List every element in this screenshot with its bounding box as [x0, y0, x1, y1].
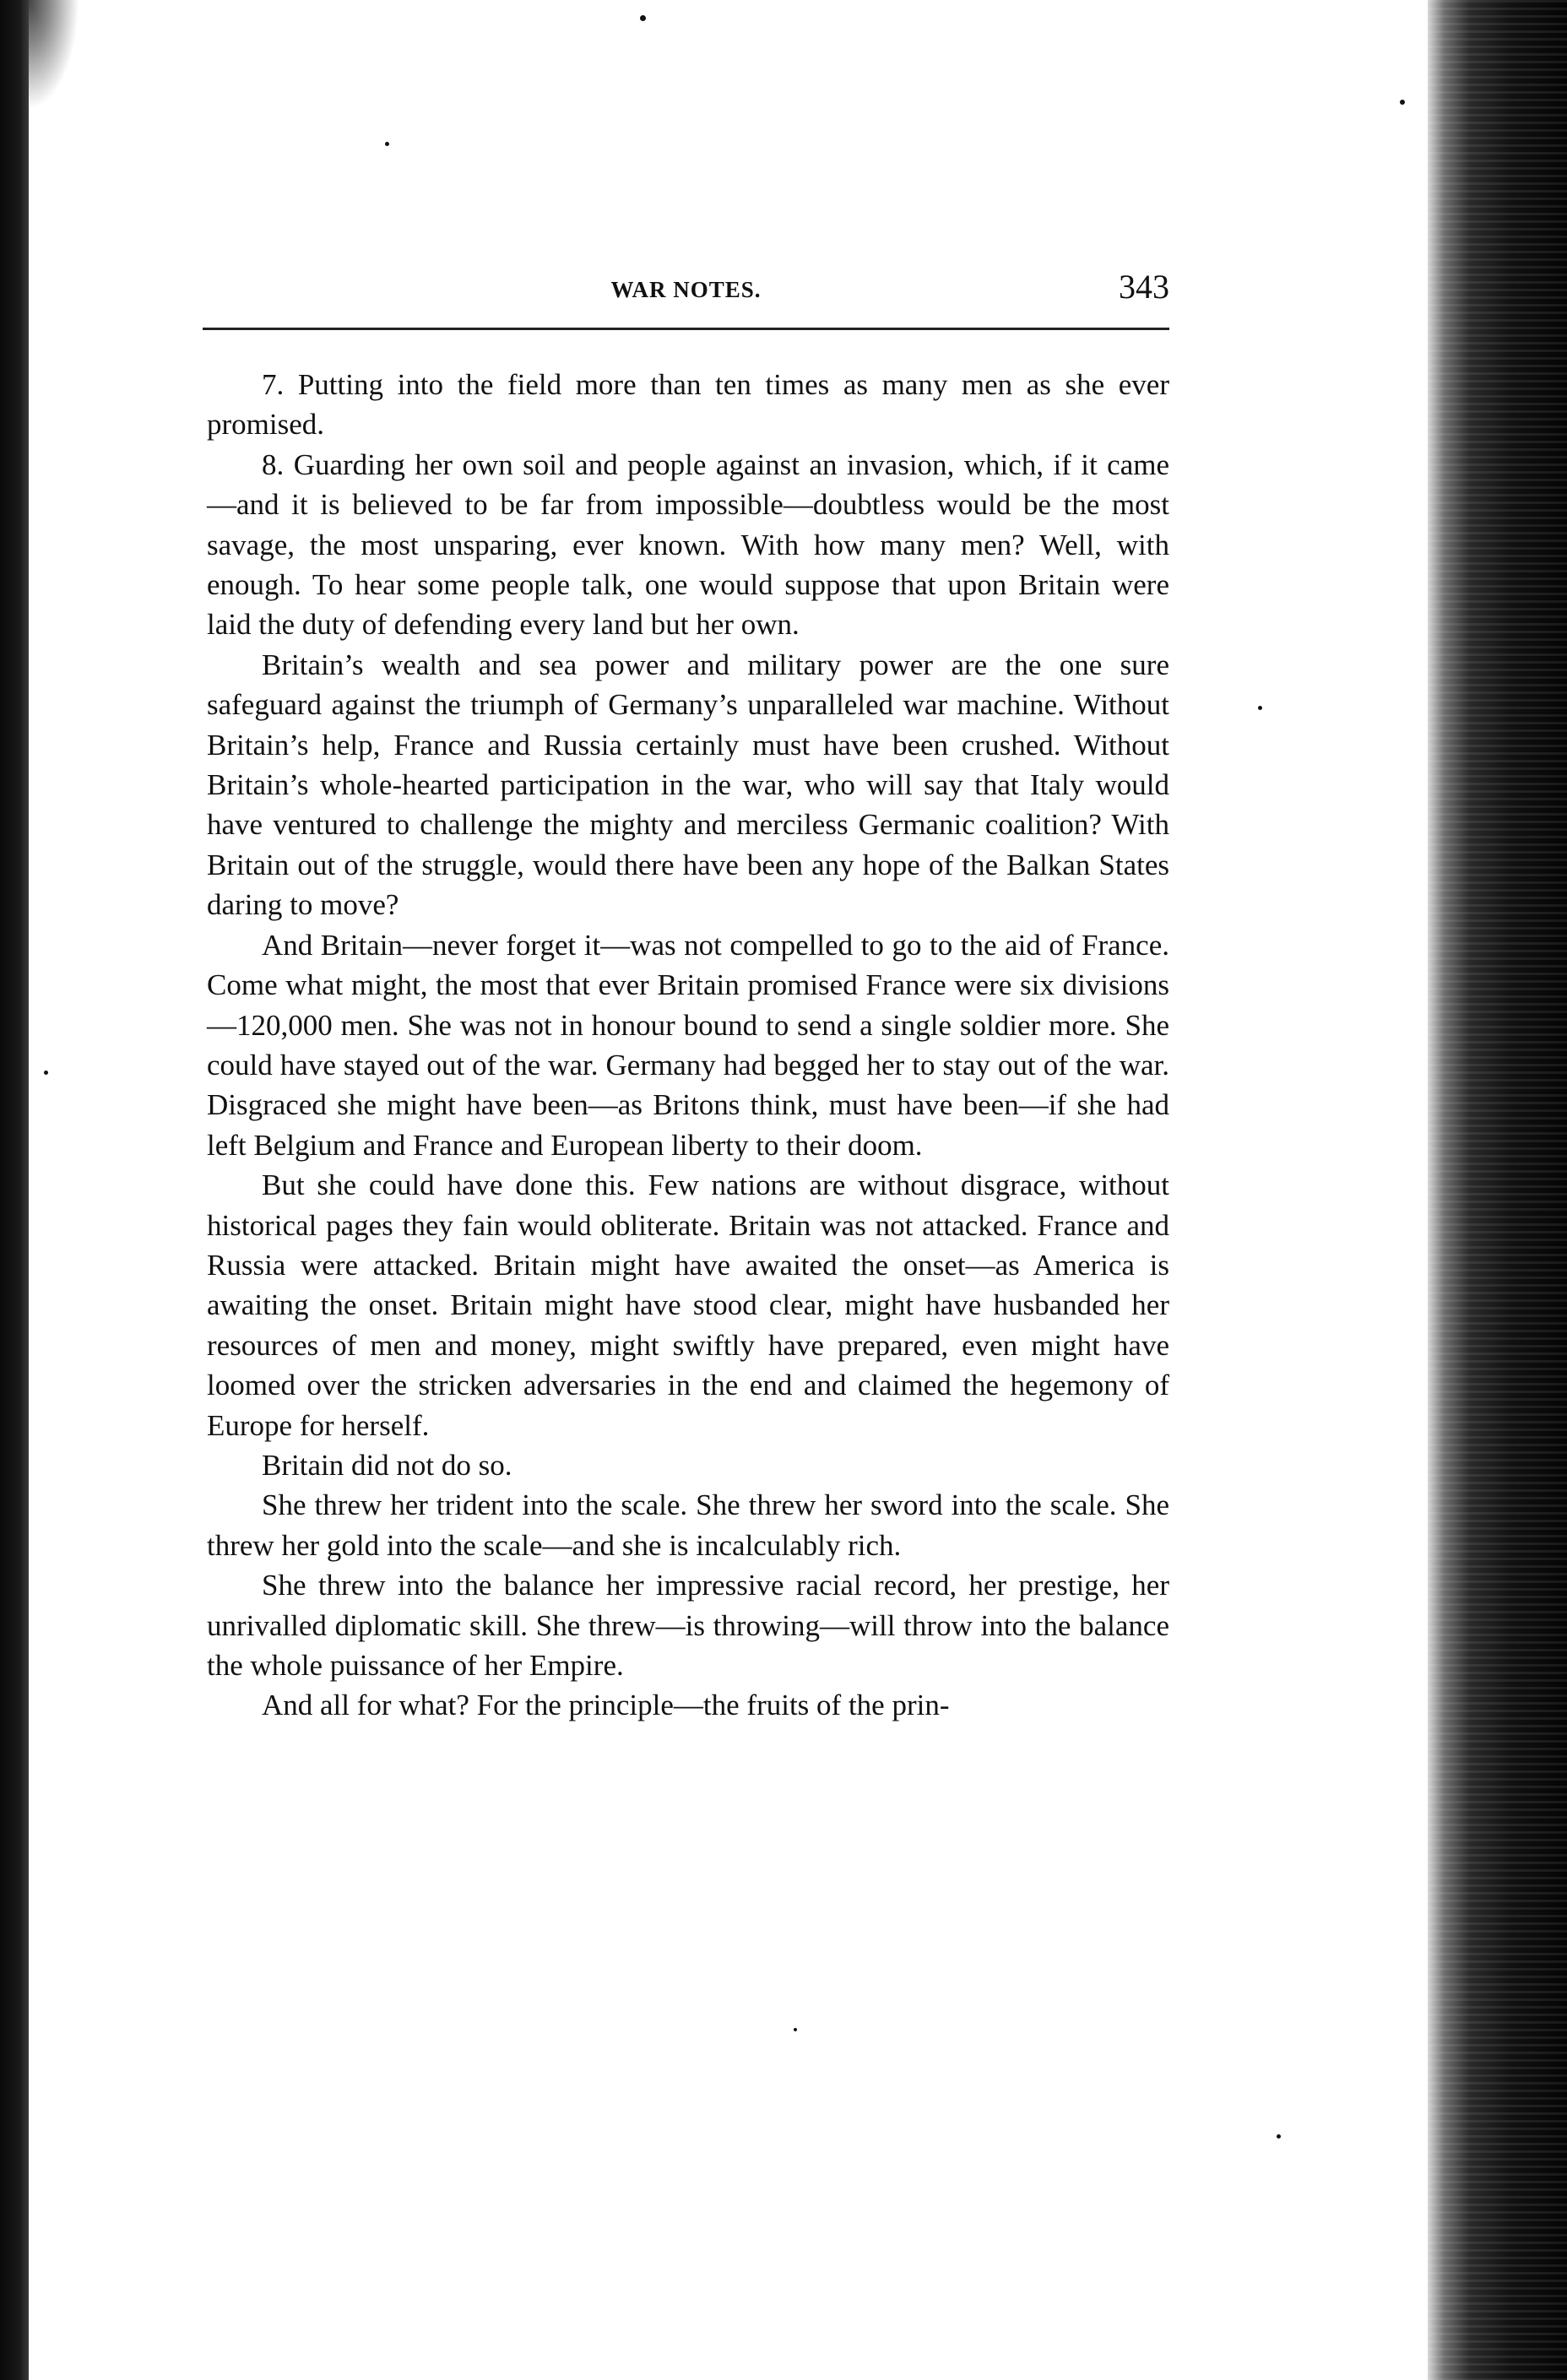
left-corner-shadow	[29, 0, 79, 110]
header-rule	[203, 328, 1169, 330]
left-binding-edge	[0, 0, 29, 2380]
paragraph: 7. Putting into the field more than ten times as many men as she ever promised.	[207, 368, 1169, 442]
paragraph: She threw her trident into the scale. She threw her sword into the scale. She threw her gold into the scale—and she is incalculably rich.	[207, 1488, 1169, 1562]
scan-speck	[640, 15, 646, 21]
scan-speck	[1258, 706, 1262, 710]
paragraph: And all for what? For the principle—the fruits of the prin-	[262, 1689, 950, 1722]
paragraph: She threw into the balance her impressive racial record, her prestige, her unrivalled diplomatic skill. She threw—is throwing—will throw into the balance the whole puissance of her Empire.	[207, 1569, 1169, 1682]
scan-speck	[44, 1071, 48, 1075]
body-text	[207, 365, 1169, 1726]
scan-speck	[794, 2028, 797, 2031]
running-head-title: WAR NOTES.	[610, 277, 762, 302]
paragraph: And Britain—never forget it—was not compelled to go to the aid of France. Come what might, the most that ever Britain promised France were six divisions—120,000 men. She was not in honour bound to send a single soldier more. She could have stayed out of the war. Germany had begged her to stay out of the war. Disgraced she might have been—as Britons think, must have been—if she had left Belgium and France and European liberty to their doom.	[207, 928, 1169, 1162]
running-head	[203, 267, 1169, 317]
scan-speck	[1277, 2134, 1281, 2139]
paragraph: 8. Guarding her own soil and people against an invasion, which, if it came—and it is believed to be far from impossible—doubtless would be the most savage, the most unsparing, ever known. With how many men? Well, with enough. To hear some people talk, one would suppose that upon Britain were laid the duty of defending every land but her own.	[207, 447, 1169, 642]
paragraph: Britain did not do so.	[262, 1448, 512, 1482]
scan-speck	[1400, 100, 1405, 105]
paragraph: Britain’s wealth and sea power and military power are the one sure safeguard against the triumph of Germany’s unparalleled war machine. Without Britain’s help, France and Russia certainly must have been crushed. Without Britain’s whole-hearted participation in the war, who will say that Italy would have ventured to challenge the mighty and merciless Germanic coalition? With Britain out of the struggle, would there have been any hope of the Balkan States daring to move?	[207, 648, 1169, 922]
paragraph: But she could have done this. Few nations are without disgrace, without historical pages they fain would obliterate. Britain was not attacked. France and Russia were attacked. Britain might have awaited the onset—as America is awaiting the onset. Britain might have stood clear, might have husbanded her resources of men and money, might swiftly have prepared, even might have loomed over the stricken adversaries in the end and claimed the hegemony of Europe for herself.	[207, 1168, 1169, 1442]
right-binding-edge	[1428, 0, 1567, 2380]
scan-speck	[385, 142, 389, 146]
page-number: 343	[1119, 268, 1169, 306]
